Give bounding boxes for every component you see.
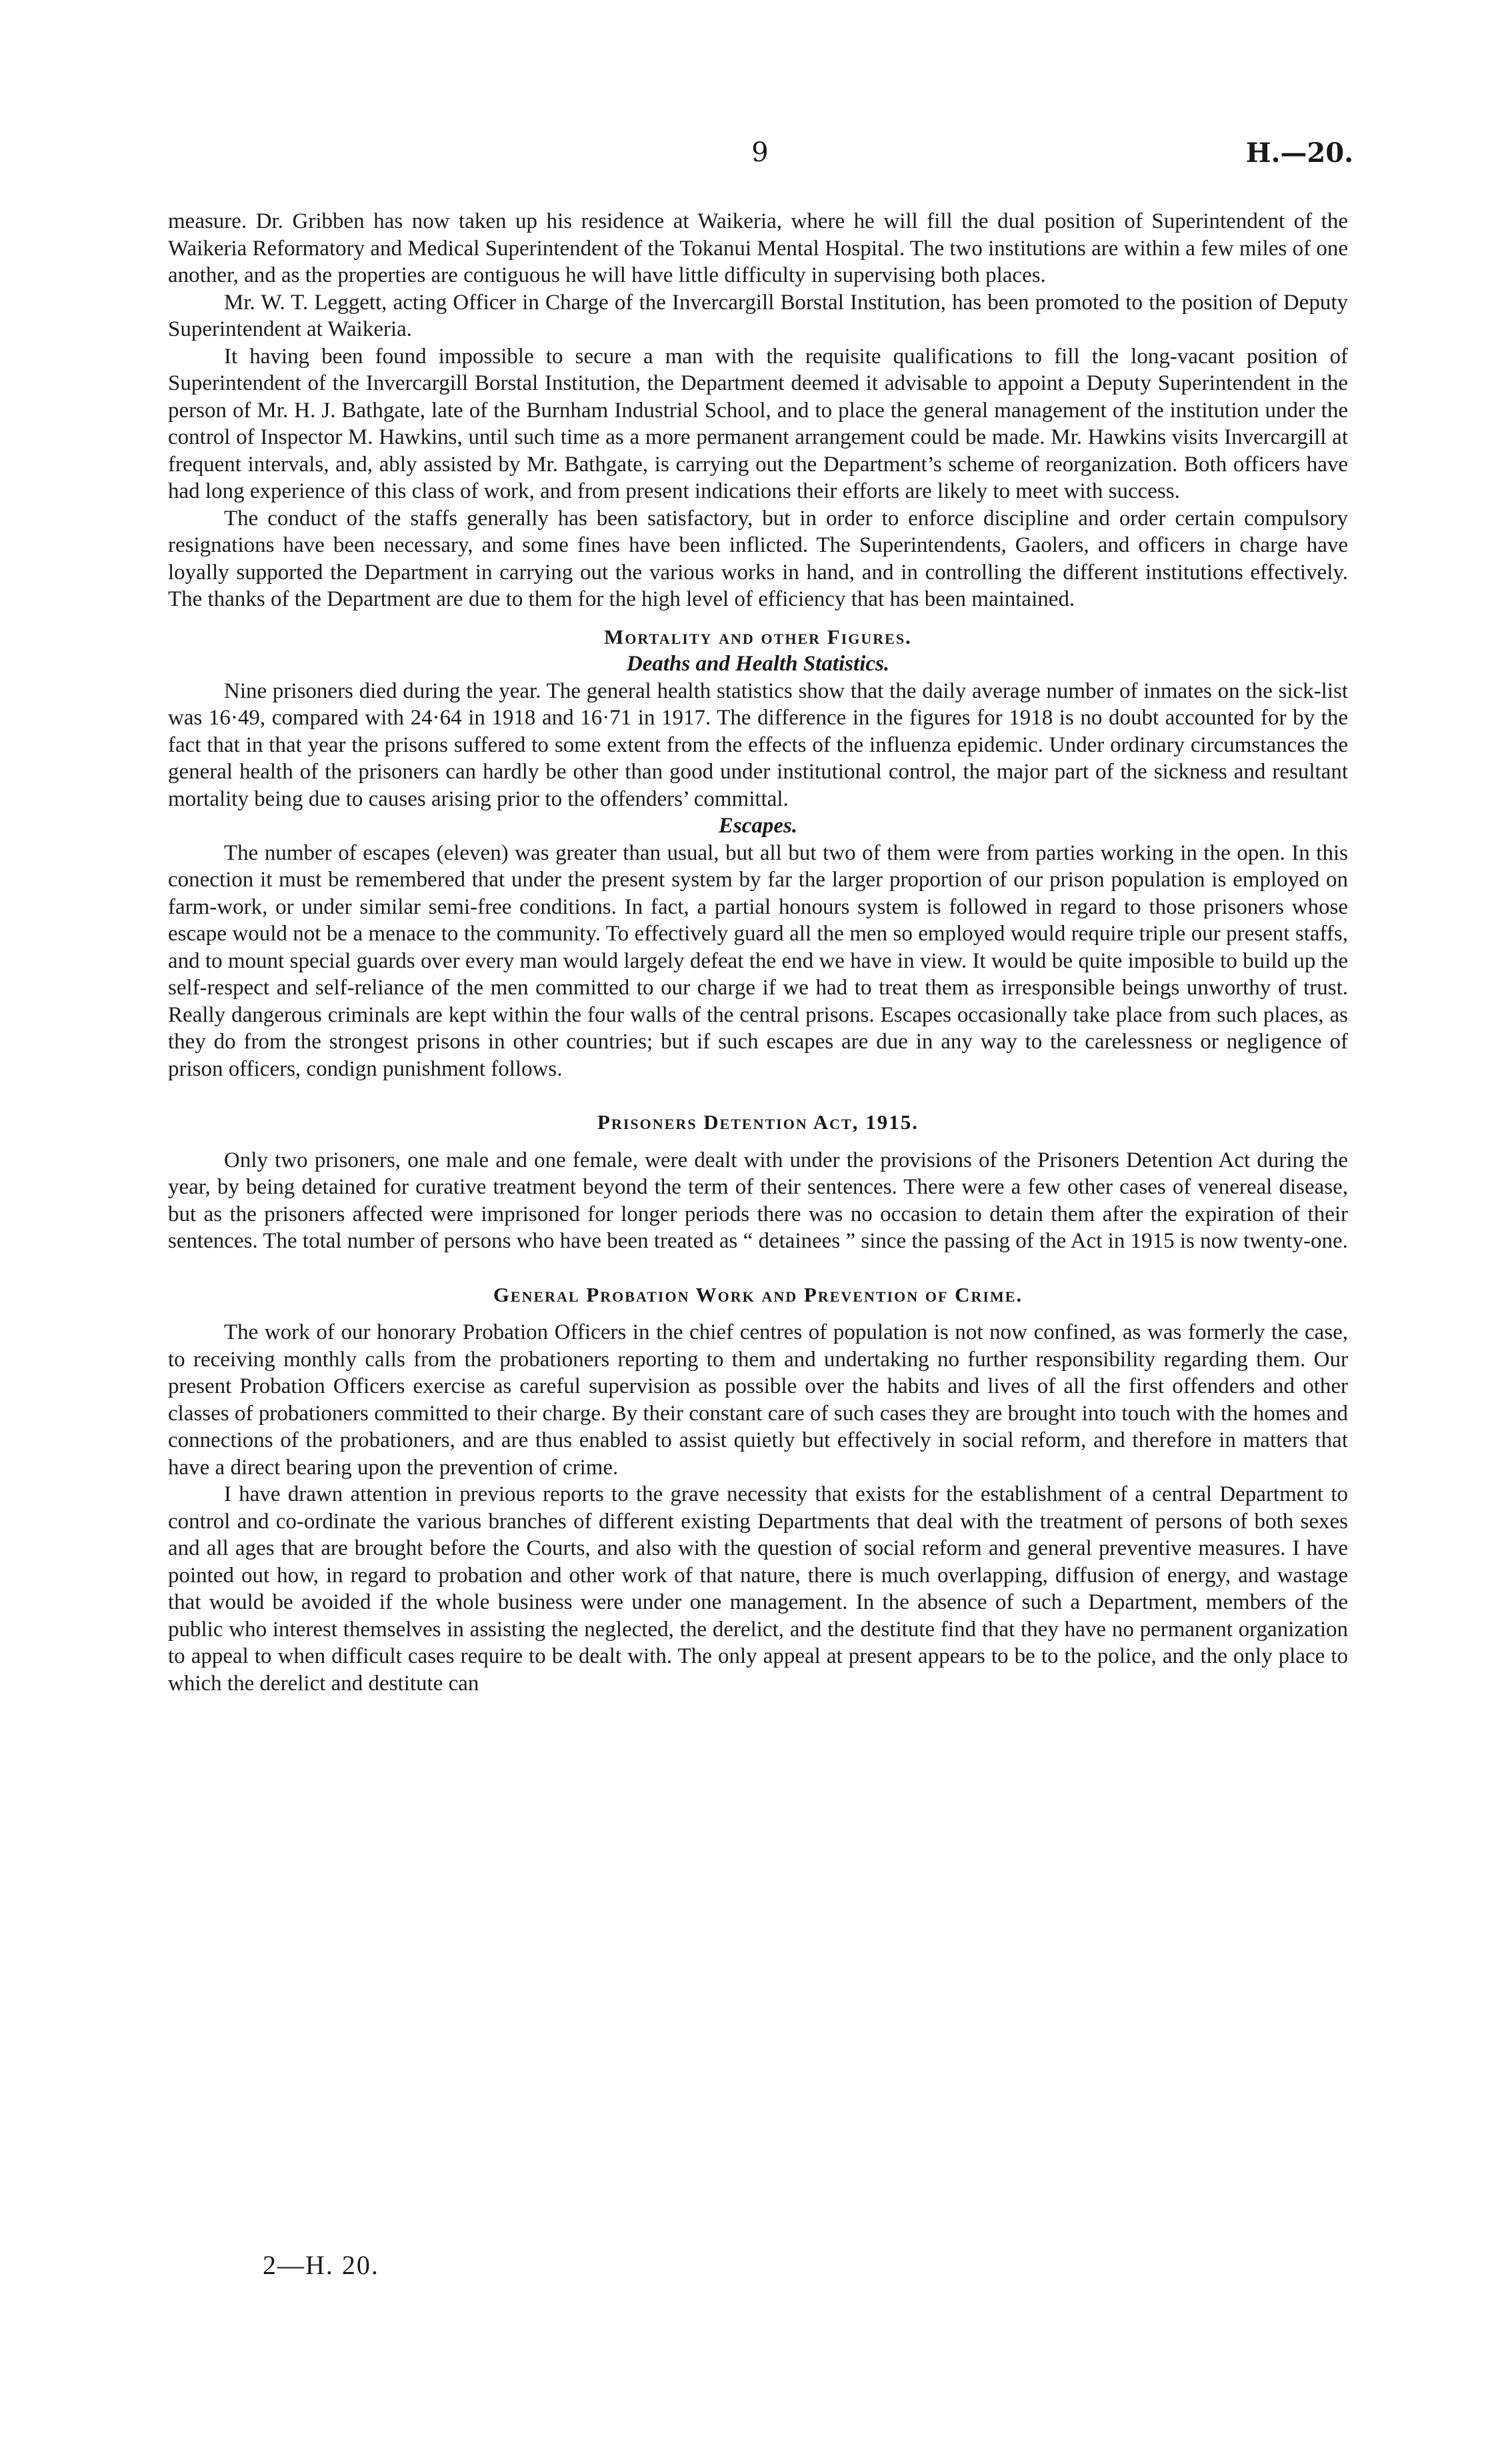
printer-signature: 2—H. 20. bbox=[263, 2250, 379, 2280]
paragraph-central-department: I have drawn attention in previous reports to the grave necessity that exists for the establishment of a central Department to control and co-ordinate the various branches of different existing Departments that deal with the treatment of persons of both sexes and all ages that are brought before the Courts, and also with the question of social reform and general preventive measures. I have pointed out how, in regard to probation and other work of that nature, there is much overlapping, diffusion of energy, and wastage that would be avoided if the whole business were under one management. In the absence of such a Department, members of the public who interest themselves in assisting the neglected, the derelict, and the destitute find that they have no permanent organization to appeal to when difficult cases require to be dealt with. The only appeal at present appears to be to the police, and the only place to which the derelict and destitute can bbox=[168, 1482, 1348, 1696]
heading-detention-act: Prisoners Detention Act, 1915. bbox=[597, 1110, 919, 1134]
heading-mortality: Mortality and other Figures. bbox=[604, 624, 912, 648]
spacer bbox=[168, 1308, 1348, 1319]
subheading-deaths: Deaths and Health Statistics. bbox=[626, 652, 890, 676]
paragraph-bathgate: It having been found impossible to secure a man with the requisite qualifications to fill the long-vacant position of Superintendent of the Invercargill Borstal Institution, the Department deemed it advisable to appoint a Deputy Superintendent in the person of Mr. H. J. Bathgate, late of the Burnham Industrial School, and to place the general management of the institution under the control of Inspector M. Hawkins, until such time as a more permanent arrangement could be made. Mr. Hawkins visits Invercargill at frequent intervals, and, ably assisted by Mr. Bathgate, is carrying out the Department’s scheme of reorganization. Both officers have had long experience of this class of work, and from present indications their efforts are likely to meet with success. bbox=[168, 344, 1348, 503]
document-code: H.—20. bbox=[1245, 137, 1353, 169]
paragraph-deaths: Nine prisoners died during the year. The general health statistics show that the daily average number of inmates on the sick-list was 16·49, compared with 24·64 in 1918 and 16·71 in 1917. The difference in the figures for 1918 is no doubt accounted for by the fact that in that year the prisons suffered to some extent from the effects of the influenza epidemic. Under ordinary circumstances the general health of the prisoners can hardly be other than good under institutional control, the major part of the sickness and resultant mortality being due to causes arising prior to the offenders’ committal. bbox=[168, 678, 1348, 811]
spacer bbox=[168, 1136, 1348, 1147]
spacer bbox=[168, 613, 1348, 624]
paragraph-gribben: measure. Dr. Gribben has now taken up his residence at Waikeria, where he will fill the dual position of Superintendent of the Waikeria Reformatory and Medical Superintendent of the Tokanui Mental Hospital. The two institutions are within a few miles of one another, and as the properties are contiguous he will have little difficulty in supervising both places. bbox=[168, 209, 1348, 287]
paragraph-escapes: The number of escapes (eleven) was greater than usual, but all but two of them were from parties working in the open. In this conection it must be remembered that under the present system by far the larger proportion of our prison population is employed on farm-work, or under similar semi-free conditions. In fact, a partial honours system is followed in regard to those prisoners whose escape would not be a menace to the community. To effectively guard all the men so employed would require triple our present staffs, and to mount special guards over every man would largely defeat the end we have in view. It would be quite imposible to build up the self-respect and self-reliance of the men committed to our charge if we had to treat them as irresponsible beings unworthy of trust. Really dangerous criminals are kept within the four walls of the central prisons. Escapes occasionally take place from such places, as they do from the strongest prisons in other countries; but if such escapes are due in any way to the carelessness or negligence of prison officers, condign punishment follows. bbox=[168, 840, 1348, 1081]
paragraph-leggett: Mr. W. T. Leggett, acting Officer in Charge of the Invercargill Borstal Institution, has been promoted to the position of Deputy Superintendent at Waikeria. bbox=[168, 290, 1348, 341]
spacer bbox=[168, 1082, 1348, 1109]
heading-probation: General Probation Work and Prevention of Crime. bbox=[493, 1282, 1023, 1306]
page-number: 9 bbox=[751, 137, 769, 168]
body-text bbox=[168, 208, 1348, 1697]
paragraph-detention: Only two prisoners, one male and one female, were dealt with under the provisions of the Prisoners Detention Act during the year, by being detained for curative treatment beyond the term of their sentences. There were a few other cases of venereal disease, but as the prisoners affected were imprisoned for longer periods there was no occasion to detain them after the expiration of their sentences. The total number of persons who have been treated as “ detainees ” since the passing of the Act in 1915 is now twenty-one. bbox=[168, 1148, 1348, 1253]
paragraph-probation-officers: The work of our honorary Probation Officers in the chief centres of population is not now confined, as was formerly the case, to receiving monthly calls from the probationers reporting to them and undertaking no further responsibility regarding them. Our present Probation Officers exercise as careful supervision as possible over the habits and lives of all the first offenders and other classes of probationers committed to their charge. By their constant care of such cases they are brought into touch with the homes and connections of the probationers, and are thus enabled to assist quietly but effectively in social reform, and therefore in matters that have a direct bearing upon the prevention of crime. bbox=[168, 1320, 1348, 1480]
spacer bbox=[168, 1255, 1348, 1282]
subheading-escapes: Escapes. bbox=[718, 814, 798, 838]
paragraph-staff-conduct: The conduct of the staffs generally has been satisfactory, but in order to enforce discipline and order certain compulsory resignations have been necessary, and some fines have been inflicted. The Superintendents, Gaolers, and officers in charge have loyally supported the Department in carrying out the various works in hand, and in controlling the different institutions effectively. The thanks of the Department are due to them for the high level of efficiency that has been maintained. bbox=[168, 506, 1348, 611]
